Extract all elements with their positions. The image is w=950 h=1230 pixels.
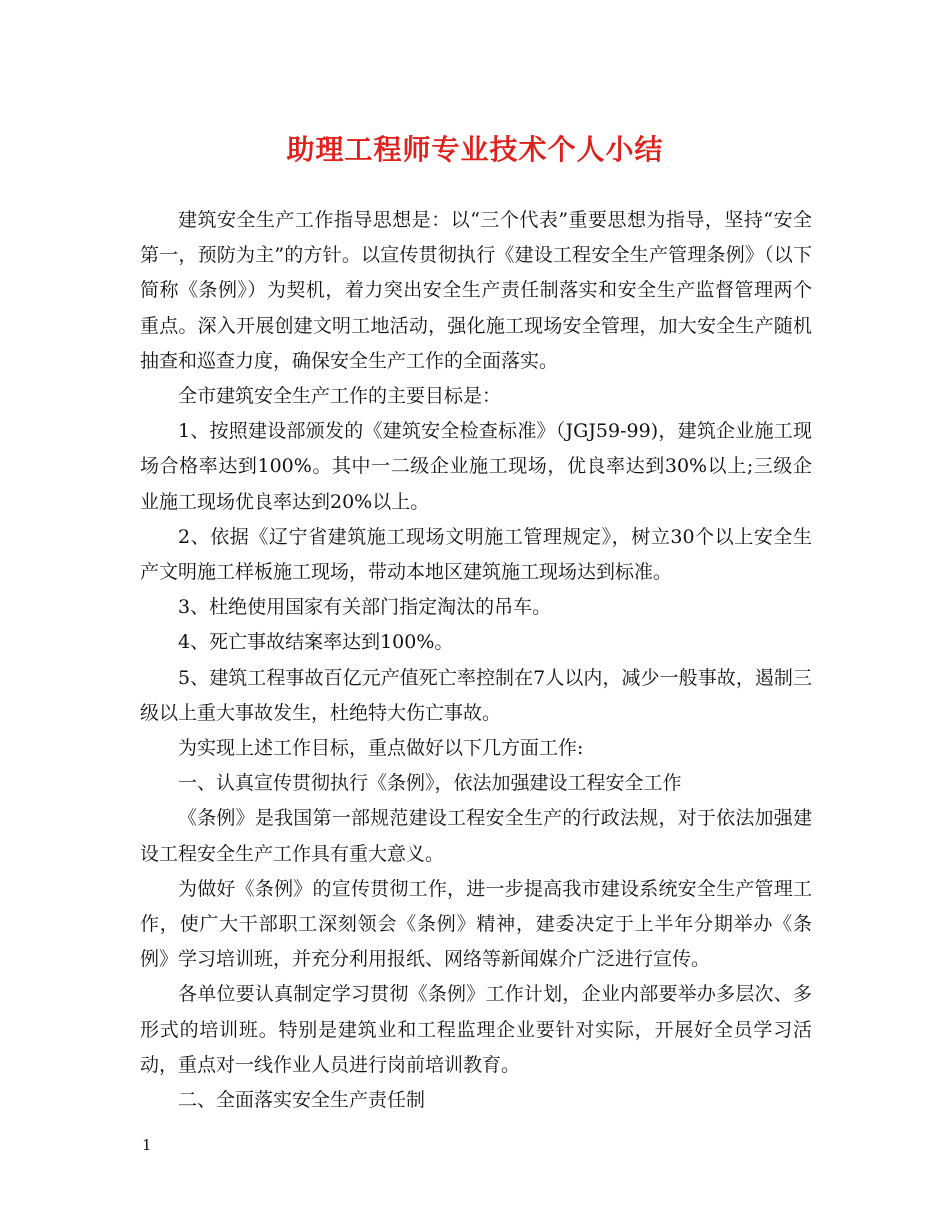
paragraph-guiding-ideology: 建筑安全生产工作指导思想是：以“三个代表”重要思想为指导，坚持“安全第一，预防为主”的方针。以宣传贯彻执行《建设工程安全生产管理条例》（以下简称《条例》）为契机，着力突出安全生产责任制落实和安全生产监督管理两个重点。深入开展创建文明工地活动，强化施工现场安全管理，加大安全生产随机抽查和巡查力度，确保安全生产工作的全面落实。: [140, 209, 812, 372]
page-number: 1: [142, 1136, 152, 1154]
paragraph-unit-plans: 各单位要认真制定学习贯彻《条例》工作计划，企业内部要举办多层次、多形式的培训班。特别是建筑业和工程监理企业要针对实际，开展好全员学习活动，重点对一线作业人员进行岗前培训教育。: [140, 983, 812, 1076]
section-heading-2: 二、全面落实安全生产责任制: [178, 1089, 426, 1112]
paragraph-goal-4: 4、死亡事故结案率达到100%。: [178, 631, 454, 654]
paragraph-main-goals-intro: 全市建筑安全生产工作的主要目标是：: [178, 385, 502, 408]
paragraph-goal-2: 2、依据《辽宁省建筑施工现场文明施工管理规定》，树立30个以上安全生产文明施工样板施工现场，带动本地区建筑施工现场达到标准。: [140, 525, 812, 584]
paragraph-goal-1: 1、按照建设部颁发的《建筑安全检查标准》（JGJ59-99)，建筑企业施工现场合格率达到100%。其中一二级企业施工现场，优良率达到30%以上;三级企业施工现场优良率达到20%以上。: [140, 420, 812, 513]
paragraph-work-focus-intro: 为实现上述工作目标，重点做好以下几方面工作:: [178, 737, 584, 760]
paragraph-goal-3: 3、杜绝使用国家有关部门指定淘汰的吊车。: [178, 596, 552, 619]
paragraph-regulation-significance: 《条例》是我国第一部规范建设工程安全生产的行政法规，对于依法加强建设工程安全生产工作具有重大意义。: [140, 807, 812, 865]
document-body: [140, 203, 812, 1118]
section-heading-1: 一、认真宣传贯彻执行《条例》，依法加强建设工程安全工作: [178, 772, 682, 795]
document-title: 助理工程师专业技术个人小结: [286, 133, 664, 166]
paragraph-goal-5: 5、建筑工程事故百亿元产值死亡率控制在7人以内，减少一般事故，遏制三级以上重大事故发生，杜绝特大伤亡事故。: [140, 666, 812, 724]
paragraph-publicity-training: 为做好《条例》的宣传贯彻工作，进一步提高我市建设系统安全生产管理工作，使广大干部职工深刻领会《条例》精神，建委决定于上半年分期举办《条例》学习培训班，并充分利用报纸、网络等新闻媒介广泛进行宣传。: [140, 877, 812, 971]
